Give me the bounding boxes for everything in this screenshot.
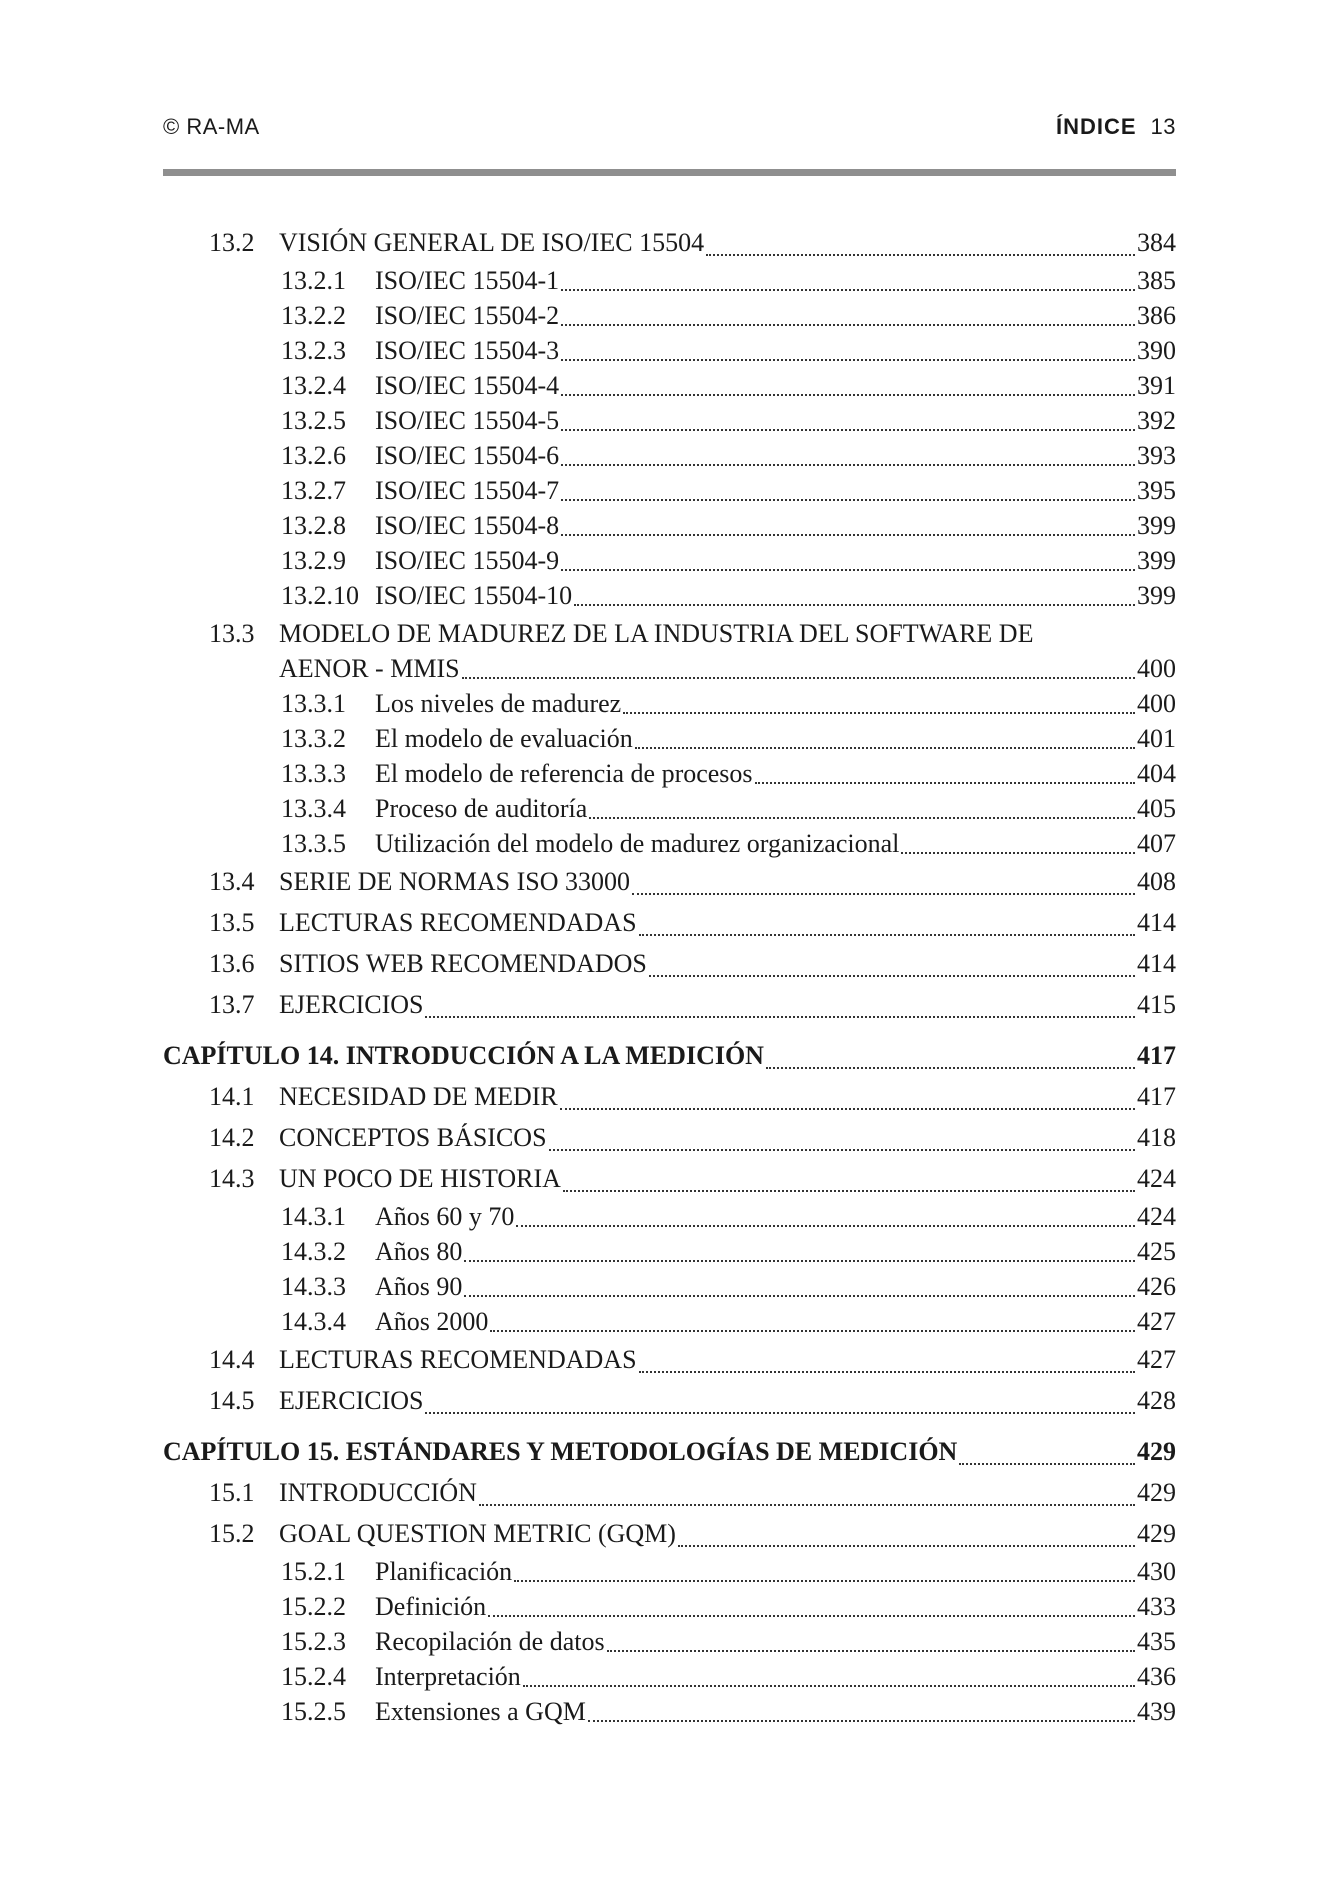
page-ref: 433: [1137, 1592, 1176, 1621]
dot-leader: [649, 975, 1135, 977]
page-ref: 427: [1137, 1307, 1176, 1336]
section-title: Definición: [375, 1592, 487, 1621]
section-number: 13.2: [209, 228, 255, 257]
dot-leader: [959, 1463, 1135, 1465]
dot-leader: [901, 852, 1135, 854]
section-title: SERIE DE NORMAS ISO 33000: [279, 867, 631, 896]
toc-entry-14-1[interactable]: [163, 1076, 1176, 1117]
toc-entry-15-2[interactable]: [163, 1513, 1176, 1554]
dot-leader: [632, 893, 1135, 895]
toc-entry-13-2-1[interactable]: [163, 263, 1176, 298]
toc-entry-13-2-2[interactable]: [163, 298, 1176, 333]
section-title: LECTURAS RECOMENDADAS: [279, 1345, 637, 1374]
section-title: Planificación: [375, 1557, 513, 1586]
dot-leader: [639, 934, 1135, 936]
section-number: 14.3.3: [281, 1272, 346, 1301]
page-header: [163, 108, 1176, 148]
dot-leader: [588, 1720, 1135, 1722]
toc-entry-13-2-3[interactable]: [163, 333, 1176, 368]
section-title: VISIÓN GENERAL DE ISO/IEC 15504: [279, 228, 705, 257]
section-title: NECESIDAD DE MEDIR: [279, 1082, 558, 1111]
page-ref: 400: [1137, 689, 1176, 718]
dot-leader: [490, 1330, 1135, 1332]
section-title: ISO/IEC 15504-1: [375, 266, 560, 295]
toc-entry-14-3-4[interactable]: [163, 1304, 1176, 1339]
dot-leader: [589, 817, 1135, 819]
section-number: 13.3.3: [281, 759, 346, 788]
dot-leader: [706, 254, 1135, 256]
page-ref: 425: [1137, 1237, 1176, 1266]
dot-leader: [635, 747, 1135, 749]
section-title: ISO/IEC 15504-5: [375, 406, 560, 435]
section-title: ISO/IEC 15504-7: [375, 476, 560, 505]
toc-entry-13-3-1[interactable]: [163, 686, 1176, 721]
section-title: ISO/IEC 15504-10: [375, 581, 573, 610]
section-title: Años 90: [375, 1272, 463, 1301]
toc-entry-13-2-6[interactable]: [163, 438, 1176, 473]
dot-leader: [462, 677, 1135, 679]
toc-entry-13-2-10[interactable]: [163, 578, 1176, 613]
dot-leader: [563, 1190, 1135, 1192]
section-number: 14.3.4: [281, 1307, 346, 1336]
page-ref: 439: [1137, 1697, 1176, 1726]
section-title: Años 80: [375, 1237, 463, 1266]
dot-leader: [755, 782, 1135, 784]
section-number: 13.3: [209, 619, 255, 648]
chapter-title: CAPÍTULO 14. INTRODUCCIÓN A LA MEDICIÓN: [163, 1041, 764, 1070]
dot-leader: [523, 1685, 1135, 1687]
copyright-publisher: © RA-MA: [163, 114, 260, 139]
page-ref: 417: [1137, 1041, 1176, 1070]
dot-leader: [766, 1067, 1135, 1069]
toc-entry-13-3-2[interactable]: [163, 721, 1176, 756]
section-number: 15.2: [209, 1519, 255, 1548]
section-title: El modelo de referencia de procesos: [375, 759, 753, 788]
dot-leader: [561, 394, 1135, 396]
section-number: 14.3.2: [281, 1237, 346, 1266]
section-number: 15.2.2: [281, 1592, 346, 1621]
page-ref: 418: [1137, 1123, 1176, 1152]
toc-chapter-15[interactable]: [163, 1431, 1176, 1472]
section-title: CONCEPTOS BÁSICOS: [279, 1123, 547, 1152]
page-ref: 408: [1137, 867, 1176, 896]
toc-entry-13-2-7[interactable]: [163, 473, 1176, 508]
section-number: 13.2.2: [281, 301, 346, 330]
section-title: Años 2000: [375, 1307, 489, 1336]
toc-entry-13-2-5[interactable]: [163, 403, 1176, 438]
header-rule: [163, 169, 1176, 176]
section-title-line2: AENOR - MMIS: [279, 654, 460, 683]
dot-leader: [561, 569, 1135, 571]
section-title: INTRODUCCIÓN: [279, 1478, 477, 1507]
dot-leader: [425, 1016, 1135, 1018]
dot-leader: [514, 1580, 1135, 1582]
page-ref: 424: [1137, 1202, 1176, 1231]
page-number: 13: [1150, 114, 1176, 139]
toc-entry-13-3-3[interactable]: [163, 756, 1176, 791]
section-number: 13.2.10: [281, 581, 359, 610]
section-title: LECTURAS RECOMENDADAS: [279, 908, 637, 937]
page-ref: 429: [1137, 1437, 1176, 1466]
section-number: 14.5: [209, 1386, 255, 1415]
page-ref: 386: [1137, 301, 1176, 330]
dot-leader: [561, 324, 1135, 326]
section-title: SITIOS WEB RECOMENDADOS: [279, 949, 647, 978]
toc-entry-13-2-4[interactable]: [163, 368, 1176, 403]
section-title: ÍNDICE: [1055, 114, 1137, 139]
dot-leader: [425, 1412, 1135, 1414]
running-head: [1056, 114, 1176, 140]
dot-leader: [561, 534, 1135, 536]
page-ref: 407: [1137, 829, 1176, 858]
dot-leader: [561, 359, 1135, 361]
toc-entry-13-5[interactable]: [163, 902, 1176, 943]
page-ref: 404: [1137, 759, 1176, 788]
page-ref: 400: [1137, 654, 1176, 683]
section-number: 13.3.5: [281, 829, 346, 858]
page-ref: 436: [1137, 1662, 1176, 1691]
section-number: 13.2.1: [281, 266, 346, 295]
page-ref: 417: [1137, 1082, 1176, 1111]
section-number: 13.3.4: [281, 794, 346, 823]
section-title: Los niveles de madurez: [375, 689, 622, 718]
section-number: 13.4: [209, 867, 255, 896]
page-ref: 384: [1137, 228, 1176, 257]
toc-entry-13-2-8[interactable]: [163, 508, 1176, 543]
section-number: 14.3.1: [281, 1202, 346, 1231]
dot-leader: [607, 1650, 1135, 1652]
toc-entry-14-3[interactable]: [163, 1158, 1176, 1199]
page-ref: 428: [1137, 1386, 1176, 1415]
page-ref: 391: [1137, 371, 1176, 400]
toc-entry-14-3-3[interactable]: [163, 1269, 1176, 1304]
page-ref: 399: [1137, 511, 1176, 540]
page-ref: 401: [1137, 724, 1176, 753]
toc-entry-13-4[interactable]: [163, 861, 1176, 902]
page-ref: 414: [1137, 908, 1176, 937]
section-number: 14.3: [209, 1164, 255, 1193]
dot-leader: [516, 1225, 1135, 1227]
toc-entry-15-2-3[interactable]: [163, 1624, 1176, 1659]
section-number: 13.3.1: [281, 689, 346, 718]
page-ref: 426: [1137, 1272, 1176, 1301]
section-title: ISO/IEC 15504-8: [375, 511, 560, 540]
section-number: 14.2: [209, 1123, 255, 1152]
section-number: 13.2.8: [281, 511, 346, 540]
page-ref: 393: [1137, 441, 1176, 470]
dot-leader: [678, 1545, 1135, 1547]
toc-entry-14-3-2[interactable]: [163, 1234, 1176, 1269]
section-title: Interpretación: [375, 1662, 521, 1691]
dot-leader: [488, 1615, 1135, 1617]
section-number: 13.5: [209, 908, 255, 937]
toc-entry-15-2-5[interactable]: [163, 1694, 1176, 1729]
page-ref: 430: [1137, 1557, 1176, 1586]
section-title: EJERCICIOS: [279, 990, 424, 1019]
page-ref: 415: [1137, 990, 1176, 1019]
page-ref: 395: [1137, 476, 1176, 505]
toc-entry-13-2-9[interactable]: [163, 543, 1176, 578]
section-number: 15.2.1: [281, 1557, 346, 1586]
dot-leader: [561, 464, 1135, 466]
page-ref: 405: [1137, 794, 1176, 823]
toc-entry-14-5[interactable]: [163, 1380, 1176, 1421]
toc-entry-13-2[interactable]: [163, 222, 1176, 263]
page-ref: 435: [1137, 1627, 1176, 1656]
dot-leader: [560, 1108, 1135, 1110]
page-ref: 427: [1137, 1345, 1176, 1374]
section-title: EJERCICIOS: [279, 1386, 424, 1415]
dot-leader: [639, 1371, 1135, 1373]
section-title: Recopilación de datos: [375, 1627, 605, 1656]
section-title: ISO/IEC 15504-6: [375, 441, 560, 470]
section-title: UN POCO DE HISTORIA: [279, 1164, 561, 1193]
toc-entry-15-2-1[interactable]: [163, 1554, 1176, 1589]
toc-entry-14-3-1[interactable]: [163, 1199, 1176, 1234]
toc-entry-13-3-4[interactable]: [163, 791, 1176, 826]
section-title: Extensiones a GQM: [375, 1697, 586, 1726]
page-ref: 429: [1137, 1519, 1176, 1548]
section-number: 15.2.5: [281, 1697, 346, 1726]
dot-leader: [479, 1504, 1135, 1506]
section-title: ISO/IEC 15504-3: [375, 336, 560, 365]
chapter-title: CAPÍTULO 15. ESTÁNDARES Y METODOLOGÍAS DE MEDICIÓN: [163, 1437, 958, 1466]
page-ref: 414: [1137, 949, 1176, 978]
dot-leader: [561, 289, 1135, 291]
section-number: 13.2.5: [281, 406, 346, 435]
page-ref: 385: [1137, 266, 1176, 295]
section-title: ISO/IEC 15504-9: [375, 546, 560, 575]
section-number: 15.2.3: [281, 1627, 346, 1656]
toc-entry-15-2-4[interactable]: [163, 1659, 1176, 1694]
section-number: 13.2.6: [281, 441, 346, 470]
section-number: 13.3.2: [281, 724, 346, 753]
toc-chapter-14[interactable]: [163, 1035, 1176, 1076]
section-title: GOAL QUESTION METRIC (GQM): [279, 1519, 676, 1548]
toc-entry-13-6[interactable]: [163, 943, 1176, 984]
section-number: 13.2.7: [281, 476, 346, 505]
page-ref: 390: [1137, 336, 1176, 365]
section-title: Proceso de auditoría: [375, 794, 588, 823]
toc-entry-13-3-5[interactable]: [163, 826, 1176, 861]
dot-leader: [561, 429, 1135, 431]
toc-entry-13-7[interactable]: [163, 984, 1176, 1025]
page-ref: 429: [1137, 1478, 1176, 1507]
toc-entry-14-2[interactable]: [163, 1117, 1176, 1158]
section-number: 15.1: [209, 1478, 255, 1507]
section-title: ISO/IEC 15504-4: [375, 371, 560, 400]
section-number: 13.2.9: [281, 546, 346, 575]
section-number: 13.2.4: [281, 371, 346, 400]
section-number: 14.4: [209, 1345, 255, 1374]
section-number: 15.2.4: [281, 1662, 346, 1691]
table-of-contents: [163, 222, 1176, 1729]
section-title: ISO/IEC 15504-2: [375, 301, 560, 330]
page-ref: 399: [1137, 546, 1176, 575]
toc-entry-13-3[interactable]: [163, 613, 1176, 686]
dot-leader: [464, 1260, 1135, 1262]
section-number: 13.6: [209, 949, 255, 978]
section-number: 14.1: [209, 1082, 255, 1111]
section-title: Años 60 y 70: [375, 1202, 515, 1231]
page-ref: 392: [1137, 406, 1176, 435]
section-title-line1: MODELO DE MADUREZ DE LA INDUSTRIA DEL SOFTWARE DE: [279, 619, 1034, 648]
section-number: 13.2.3: [281, 336, 346, 365]
section-title: Utilización del modelo de madurez organizacional: [375, 829, 900, 858]
toc-entry-15-1[interactable]: [163, 1472, 1176, 1513]
dot-leader: [561, 499, 1135, 501]
section-number: 13.7: [209, 990, 255, 1019]
section-title: El modelo de evaluación: [375, 724, 633, 753]
toc-entry-14-4[interactable]: [163, 1339, 1176, 1380]
toc-entry-15-2-2[interactable]: [163, 1589, 1176, 1624]
dot-leader: [623, 712, 1135, 714]
page-ref: 424: [1137, 1164, 1176, 1193]
dot-leader: [464, 1295, 1135, 1297]
page-ref: 399: [1137, 581, 1176, 610]
dot-leader: [574, 604, 1135, 606]
dot-leader: [549, 1149, 1135, 1151]
